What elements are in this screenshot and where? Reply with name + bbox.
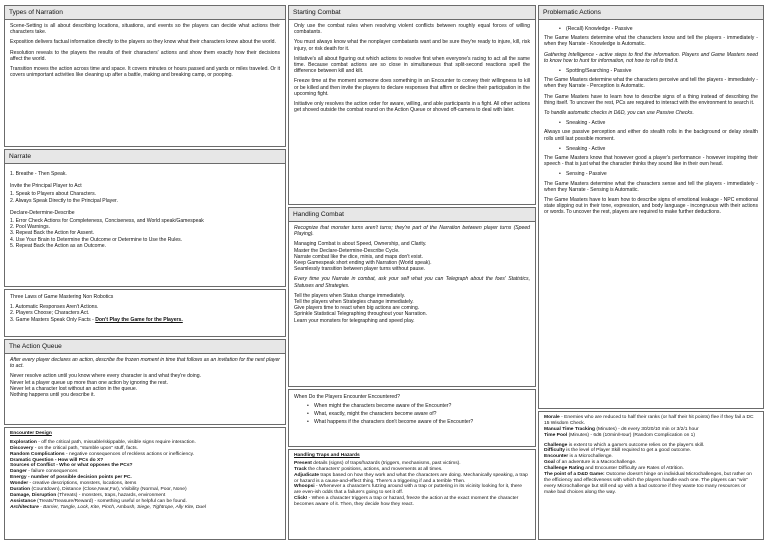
ddd-item: 5. Repeat Back the Action as an Outcome. xyxy=(10,242,106,249)
starting-text: Freeze time at the moment someone does something in an Encounter to convey their willingness to kill or be killed and then invite the players to declare responses that affirm or decline their participation in the upcoming fight. xyxy=(294,78,530,97)
ddd-heading: Declare-Determine-Describe xyxy=(10,209,75,216)
term-row: Challenge Rating and Encounter Difficulty are Rates of Attrition. xyxy=(544,466,684,471)
telegraph-rule: Sprinkle Statistical Telegraphing throughout your Narration. xyxy=(294,311,427,318)
speaking-heading: • Sneaking - Active xyxy=(566,146,758,152)
queue-rule: Never let a character lost without an action in the queue. xyxy=(10,385,138,392)
column-middle xyxy=(288,5,536,540)
encounter-row: Architecture - Barrier, Tangle, Lock, Kite, Pinch, Ambush, Siege, Tightrope, Ally Kite, Duel xyxy=(10,504,206,510)
encounter-row: Wonder - creative descriptions, monsters, locations, items xyxy=(10,481,137,486)
passive-checks-text: To handle automatic checks in D&D, you can use Passive Checks. xyxy=(544,110,694,117)
encounter-row: Random Complications - negative consequences of reckless actions or inefficiency. xyxy=(10,451,195,457)
sensing-text: The Game Masters determine what the characters sense and tell the players - immediately - when they Narrate - Sensing is Automatic. xyxy=(544,180,758,193)
ddd-item: 4. Use Your Brain to Determine the Outcome or Determine to Use the Rules. xyxy=(10,236,183,243)
narrate-panel xyxy=(4,149,286,287)
ddd-item: 1. Error Check Actions for Completeness, Conciseness, and World speak/Gamespeak xyxy=(10,218,204,225)
telegraph-rule: Tell the players when Status change immediately. xyxy=(294,292,406,299)
invite-item: 1. Speak to Players about Characters. xyxy=(10,191,97,198)
encounter-row: Assistance (Treats/Treasure/Reward) - something useful or helpful can be found. xyxy=(10,498,187,504)
narrate-step: 1. Breathe - Then Speak. xyxy=(10,171,67,177)
encounter-design-panel xyxy=(4,427,286,540)
game-terms-panel xyxy=(538,411,764,540)
speaking-text: The Game Masters know that however good a player's performance - however inspiring their speech - that is just what the character thinks they sound like in their own head. xyxy=(544,155,758,168)
traps-row: Click! - When a character triggers a trap or hazard, freeze the action at the exact moment the character becomes aware of it. Then, they decide how they react. xyxy=(294,496,519,507)
column-right xyxy=(538,5,764,540)
term-row: Goal of an adventure is a Macrochallenge. xyxy=(544,460,637,466)
resolution-text: Resolution reveals to the players the results of their characters' actions and show them exactly how their decisions affect the world. xyxy=(10,49,280,62)
starting-text: Only use the combat rules when resolving violent conflicts between roughly equal forces of willing combatants. xyxy=(294,23,530,36)
three-laws-panel xyxy=(4,289,286,337)
encounter-row: Exploration - off the critical path, missable/skippable, visible signs require interaction. xyxy=(10,439,196,445)
telegraph-rule: Tell the players when Strategies change immediately. xyxy=(294,299,414,306)
encounter-row: Energy - number of possible decision points per PC. xyxy=(10,475,132,481)
term-row: Encounter is a Microchallenge. xyxy=(544,454,613,460)
sneaking-heading: • Sneaking - Active xyxy=(566,120,758,126)
action-queue-panel xyxy=(4,339,286,425)
law-item: 1. Automatic Responses Aren't Actions. xyxy=(10,304,99,311)
panel-title: Types of Narration xyxy=(5,6,285,20)
term-row: Difficulty is the level of Player Skill required to get a good outcome. xyxy=(544,448,692,454)
handling-rule: Managing Combat is about Speed, Ownership, and Clarity. xyxy=(294,241,427,248)
handling-rule: Seamlessly transition between player turns without pause. xyxy=(294,266,426,273)
handling-combat-panel xyxy=(288,207,536,387)
traps-row: Whoopsi - Whenever a character's futzing around with a trap or puttering in its vicinity looking for it, there are even-ish odds that a failure's going to set it off. xyxy=(294,484,522,496)
ddd-item: 3. Repeat Back the Action for Assent. xyxy=(10,230,95,237)
traps-row: Adjudicate traps based on how they work and what the characters are doing. Mechanically speaking, a trap or hazard is a cause-and-effect thing. There's a triggering if and a terrible Then. xyxy=(294,472,528,484)
queue-rule: Nothing happens until you describe it. xyxy=(10,392,95,399)
sneaking-text: Always use passive perception and either do stealth rolls in the background or delay stealth rolls until last possible moment. xyxy=(544,129,758,142)
panel-title: Narrate xyxy=(5,150,285,164)
recall-text: The Game Masters determine what the characters know and tell the players - immediately - when they Narrate - Knowledge is Automatic. xyxy=(544,35,758,48)
spotting-heading: • Spotting/Searching - Passive xyxy=(566,68,758,74)
panel-title: Problematic Actions xyxy=(539,6,763,20)
panel-title: The Action Queue xyxy=(5,340,285,354)
awareness-question: • When might the characters become aware of the Encounter? xyxy=(314,403,530,409)
encounter-row: Damage, Disruption (Threats) - monsters, traps, hazards, environment xyxy=(10,492,166,498)
handling-intro: Recognize that monster turns aren't turns; they're part of the Narration between player turns (Speed Playing). xyxy=(294,225,530,238)
encounter-row: Sources of Conflict - Who or what opposes the PCs? xyxy=(10,463,133,469)
encounter-row: Discovery - on the critical path, "stumble upon" stuff, facts. xyxy=(10,445,138,451)
spotting-text: The Game Masters determine what the characters perceive and tell the players - immediately - when they Narrate - Perception is Automatic. xyxy=(544,77,758,90)
ddd-item: 2. Pool Warnings. xyxy=(10,224,51,231)
types-of-narration-panel xyxy=(4,5,286,147)
term-row: Manual Time Tracking (Minutes) - d6 every 30/20/10 min or 3/2/1 hour xyxy=(544,426,699,432)
awareness-question: • What, exactly, might the characters become aware of? xyxy=(314,411,530,417)
telegraph-rule: Learn your monsters for telegraphing and speed play. xyxy=(294,317,415,324)
sensing-heading: • Sensing - Passive xyxy=(566,171,758,177)
awareness-question: • What happens if the characters don't become aware of the Encounter? xyxy=(314,419,530,425)
invite-item: 2. Always Speak Directly to the Principal Player. xyxy=(10,197,118,204)
problematic-actions-panel xyxy=(538,5,764,409)
exposition-text: Exposition delivers factual information directly to the players so they know what their characters know about the world. xyxy=(10,39,276,46)
queue-rule: Never let a player queue up more than one action by ignoring the rest. xyxy=(10,379,169,386)
starting-text: Initiative only resolves the action order for aware, willing, and able participants in a fight. All other actions get shoved outside the combat round on the Action Queue or shoved off-camera to deal with later. xyxy=(294,101,530,114)
panel-title: Handling Combat xyxy=(289,208,535,222)
cheat-sheet xyxy=(4,5,764,540)
starting-combat-panel xyxy=(288,5,536,205)
law-emphasis: Don't Play the Game for the Players. xyxy=(95,316,183,323)
panel-title: Starting Combat xyxy=(289,6,535,20)
scene-setting-text: Scene-Setting is all about describing locations, situations, and events so the players can decide what actions their characters take. xyxy=(10,23,280,36)
traps-row: Present details (signs) of traps/hazards (triggers, mechanisms, past victims). xyxy=(294,460,461,466)
term-row: Time Pool (Minutes) - 6d6 (10min/Hour) (Random Complication on 1) xyxy=(544,432,696,438)
encounter-awareness-panel xyxy=(288,389,536,447)
telegraph-rule: Give players time to react when big actions are coming. xyxy=(294,305,420,312)
recall-heading: • (Recall) Knowledge - Passive xyxy=(566,26,758,32)
handling-rule: Narrate combat like the dice, minis, and maps don't exist. xyxy=(294,253,423,260)
awareness-heading: When Do the Players Encounter Encountered? xyxy=(294,394,400,400)
queue-intro: After every player declares an action, describe the frozen moment in time that follows as an invitation for the next player to act. xyxy=(10,357,280,370)
term-row: Challenge is extent to which a game's outcome relies on the player's skill. xyxy=(544,442,705,448)
invite-heading: Invite the Principal Player to Act xyxy=(10,183,82,190)
starting-text: You must always know what the nonplayer combatants want and be sure they're ready to injure, kill, risk injury, or risk death for it. xyxy=(294,39,530,52)
telegraph-intro: Every time you Narrate in combat, ask your self what you can Telegraph about the foes' Statistics, Statuses and Strategies. xyxy=(294,276,530,289)
signs-text: The Game Masters have to learn how to describe signs of a thing instead of describing the thing itself. To uncover the rest, PCs are required to interact with the environment to search it. xyxy=(544,93,758,106)
term-row: Morale - Enemies who are reduced to half their ranks (or half their hit points) flee if they fail a DC 15 Wisdom Check. xyxy=(544,415,754,426)
traps-hazards-panel xyxy=(288,449,536,540)
queue-rule: Never resolve action until you know where every character is and what they're doing. xyxy=(10,373,201,380)
law-text: 3. Game Masters Speak Only Facts - xyxy=(10,316,96,323)
column-left xyxy=(4,5,286,540)
term-row: The point of a D&D Game: Outcome doesn't hinge on individual Microchallenges, but rather on the efficiency and effectiveness with which the players handle each one. The players can "win" every Microchallenge but still end up with a bad outcome if they waste too many resources or make bad choices along the way. xyxy=(544,471,752,495)
gathering-text: Gathering Intelligence - active steps to find the information. Players and Game Masters need to know how to hunt for information, not how to roll to find it. xyxy=(544,51,758,64)
law-item xyxy=(10,317,280,323)
laws-heading: Three Laws of Game Mastering Non Robotics xyxy=(10,294,114,300)
handling-rule: Master the Declare-Determine-Describe Cycle. xyxy=(294,247,400,254)
law-item: 2. Players Choose; Characters Act. xyxy=(10,310,90,317)
starting-text: Initiative's all about figuring out which actions to resolve first when everyone's racing to act all the same time. Because combat actions are so close in simultaneous that split-second reactions spell the difference between kill and kilt. xyxy=(294,55,530,75)
handling-rule: Keep Gamespeak short ending with Narration (World speak). xyxy=(294,260,432,267)
encounter-row: Duration (Countdown), Distance (Close,Near,Far), Visibility (Normal, Poor, None) xyxy=(10,486,187,492)
traps-row: Track the characters' positions, actions, and movements at all times. xyxy=(294,466,443,472)
encounter-row: Danger - failure consequences xyxy=(10,469,78,475)
traps-heading: Handling Traps and Hazards xyxy=(294,453,360,458)
encounter-heading: Encounter Design xyxy=(10,431,52,436)
emotional-leakage-text: The Game Masters have to learn how to describe signs of emotional leakage - NPC emotional state slipping out in their tone, expression, and body language - incongruous with their actions or words. To uncover the rest, players are required to make further deductions. xyxy=(544,197,758,216)
transition-text: Transition moves the action across time and space. It covers minutes or hours passed and yards or miles traveled. Or it covers unimportant activities like cleaning up after a battle, making and breaking camp, or pooping. xyxy=(10,66,280,79)
encounter-row: Dramatic Question - How will PCs do X? xyxy=(10,457,104,463)
